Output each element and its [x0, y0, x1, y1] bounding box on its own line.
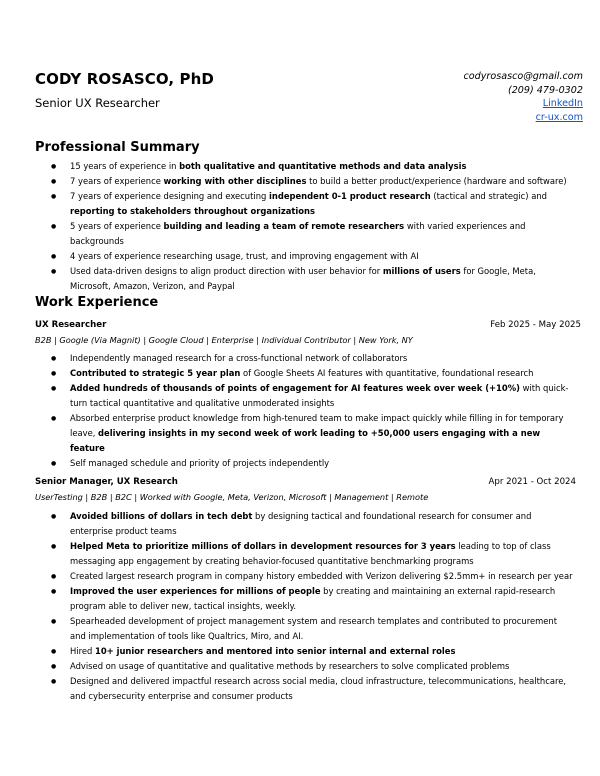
list-item: ● 7 years of experience working with other disciplines to build a better product/experience (hardware and software) — [51, 174, 571, 189]
summary-heading: Professional Summary — [35, 140, 200, 155]
job-title: Senior Manager, UX Research — [35, 477, 178, 487]
candidate-name: CODY ROSASCO, PhD — [35, 70, 214, 88]
list-item: ● Helped Meta to prioritize millions of dollars in development resources for 3 years leading to top of class messaging app engagement by creating behavior-focused quantitative benchmarking programs — [51, 539, 573, 569]
job-title: UX Researcher — [35, 320, 107, 330]
job-dates: Apr 2021 - Oct 2024 — [488, 477, 576, 487]
list-item: ● Absorbed enterprise product knowledge from high-tenured team to make impact quickly while filling in for temporary leave, delivering insights in my second week of work leading to +50,000 users engaging with a new feature — [51, 411, 573, 456]
list-item: ● Improved the user experiences for millions of people by creating and maintaining an external rapid-research program able to deliver new, tactical insights, weekly. — [51, 584, 573, 614]
experience-heading: Work Experience — [35, 295, 159, 310]
list-item: ● 7 years of experience designing and executing independent 0-1 product research (tactical and strategic) and reporting to stakeholders throughout organizations — [51, 189, 571, 219]
candidate-title: Senior UX Researcher — [35, 96, 160, 110]
list-item: ● Avoided billions of dollars in tech debt by designing tactical and foundational research for consumer and enterprise product teams — [51, 509, 573, 539]
list-item: ● 5 years of experience building and leading a team of remote researchers with varied experiences and backgrounds — [51, 219, 571, 249]
contact-block — [463, 70, 583, 124]
job-1-list — [51, 351, 573, 471]
job-tags: B2B | Google (Via Magnit) | Google Cloud | Enterprise | Individual Contributor | New York, NY — [35, 335, 413, 345]
list-item: ● Independently managed research for a cross-functional network of collaborators — [51, 351, 573, 366]
website-link[interactable]: cr-ux.com — [535, 111, 583, 123]
email[interactable]: codyrosasco@gmail.com — [463, 71, 583, 82]
list-item: ● Advised on usage of quantitative and qualitative methods by researchers to solve complicated problems — [51, 659, 573, 674]
list-item: ● 4 years of experience researching usage, trust, and improving engagement with AI — [51, 249, 571, 264]
linkedin-link[interactable]: LinkedIn — [542, 98, 583, 109]
phone: (209) 479-0302 — [507, 84, 583, 96]
summary-list — [51, 159, 571, 294]
list-item: ● Added hundreds of thousands of points of engagement for AI features week over week (+10%) with quick-turn tactical quantitative and qualitative unmoderated insights — [51, 381, 573, 411]
job-dates: Feb 2025 - May 2025 — [490, 320, 581, 330]
list-item: ● Self managed schedule and priority of projects independently — [51, 456, 573, 471]
list-item: ● Created largest research program in company history embedded with Verizon delivering $2.5mm+ in research per year — [51, 569, 573, 584]
list-item: ● Designed and delivered impactful research across social media, cloud infrastructure, telecommunications, healthcare, and cybersecurity enterprise and consumer products — [51, 674, 573, 704]
job-tags: UserTesting | B2B | B2C | Worked with Google, Meta, Verizon, Microsoft | Management | Remote — [35, 492, 429, 502]
list-item: ● Hired 10+ junior researchers and mentored into senior internal and external roles — [51, 644, 573, 659]
list-item: ● Contributed to strategic 5 year plan of Google Sheets AI features with quantitative, foundational research — [51, 366, 573, 381]
list-item: ● 15 years of experience in both qualitative and quantitative methods and data analysis — [51, 159, 571, 174]
list-item: ● Spearheaded development of project management system and research templates and contributed to procurement and implementation of tools like Qualtrics, Miro, and AI. — [51, 614, 573, 644]
job-2-list — [51, 509, 573, 704]
list-item: ● Used data-driven designs to align product direction with user behavior for millions of users for Google, Meta, Microsoft, Amazon, Verizon, and Paypal — [51, 264, 571, 294]
